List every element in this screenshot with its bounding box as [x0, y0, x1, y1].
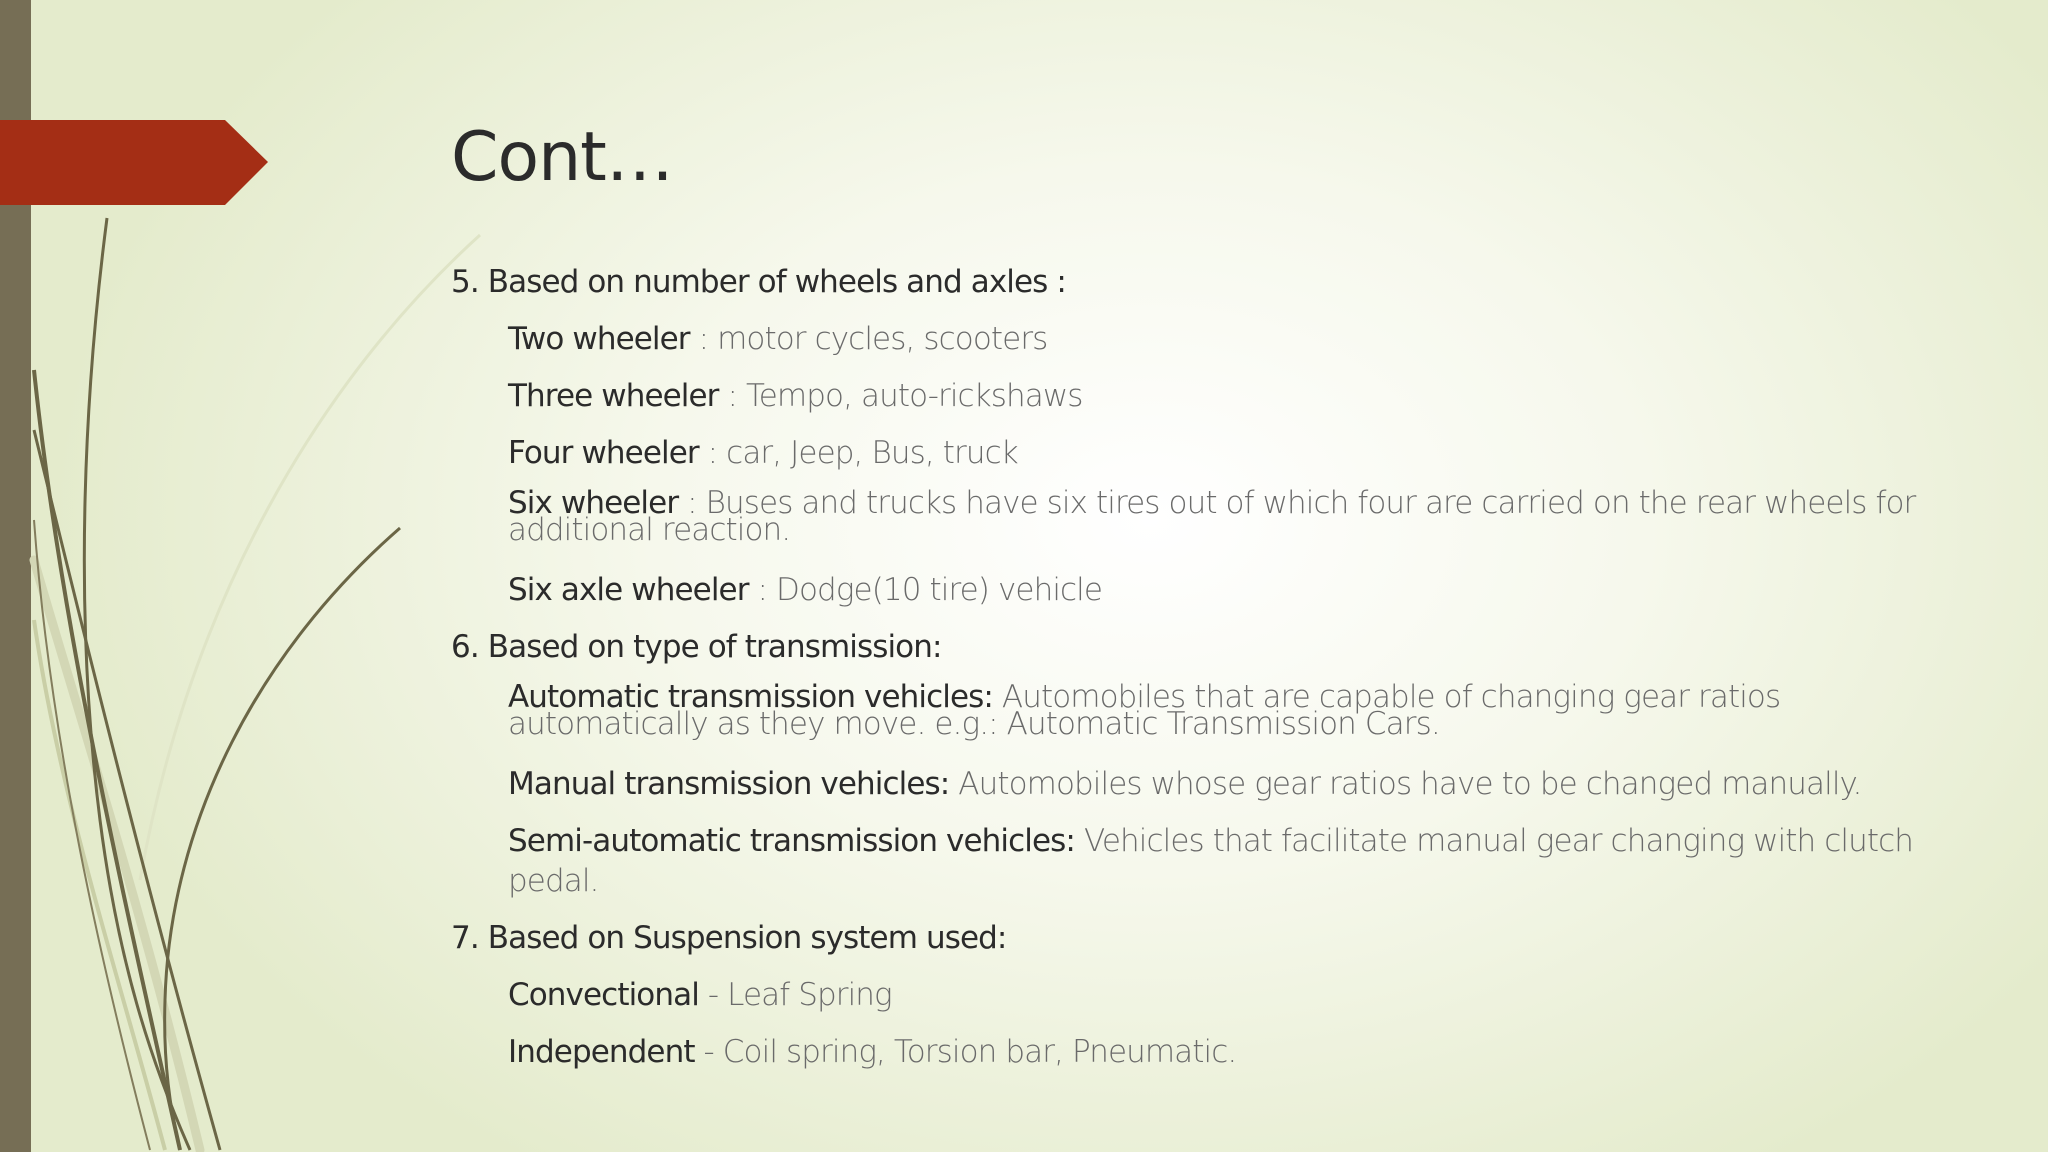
item-description: Tempo, auto-rickshaws — [745, 378, 1083, 414]
item-description: car, Jeep, Bus, truck — [726, 435, 1018, 471]
item-description: Vehicles that facilitate manual gear changing with clutch pedal. — [508, 823, 1913, 899]
list-item-two-wheeler: Two wheeler : motor cycles, scooters — [508, 321, 1048, 357]
item-description: Automobiles whose gear ratios have to be changed manually. — [958, 766, 1862, 802]
leaf-dark-4 — [165, 528, 400, 1150]
item-term: Independent — [508, 1034, 695, 1070]
item-term: Manual transmission vehicles: — [508, 766, 950, 802]
item-description: motor cycles, scooters — [717, 321, 1048, 357]
list-item-three-wheeler: Three wheeler : Tempo, auto-rickshaws — [508, 378, 1083, 414]
item-description: Leaf Spring — [727, 977, 892, 1013]
list-item-six-wheeler: Six wheeler : Buses and trucks have six tires out of which four are carried on the rear wheels for additional reaction. — [508, 485, 1916, 548]
list-item-independent: Independent - Coil spring, Torsion bar, Pneumatic. — [508, 1034, 1237, 1070]
list-item-semi-automatic-transmission — [508, 821, 1931, 901]
item-term: Six wheeler — [508, 485, 679, 521]
list-item-six-axle-wheeler: Six axle wheeler : Dodge(10 tire) vehicle — [508, 572, 1103, 608]
item-description: Coil spring, Torsion bar, Pneumatic. — [722, 1034, 1237, 1070]
list-item-manual-transmission — [508, 764, 1931, 804]
accent-arrow — [0, 120, 268, 205]
leaf-light-2 — [140, 235, 480, 880]
section-heading-suspension: 7. Based on Suspension system used: — [451, 920, 1007, 956]
list-item-convectional: Convectional - Leaf Spring — [508, 977, 892, 1013]
item-term: Convectional — [508, 977, 699, 1013]
leaf-dark-3 — [34, 430, 220, 1150]
slide-content — [451, 262, 1931, 1089]
list-item-automatic-transmission — [508, 679, 1931, 742]
item-term: Six axle wheeler — [508, 572, 749, 608]
slide-title: Cont… — [451, 118, 673, 197]
item-term: Semi-automatic transmission vehicles: — [508, 823, 1075, 859]
item-description: Automobiles that are capable of changing gear ratios automatically as they move. e.g.: Automatic Transmission Cars. — [508, 679, 1781, 742]
item-term: Three wheeler — [508, 378, 719, 414]
leaf-dark-2 — [34, 370, 180, 1150]
list-item-four-wheeler: Four wheeler : car, Jeep, Bus, truck — [508, 435, 1018, 471]
section-heading-wheels-axles: 5. Based on number of wheels and axles : — [451, 264, 1066, 300]
item-description: Dodge(10 tire) vehicle — [776, 572, 1103, 608]
item-term: Four wheeler — [508, 435, 699, 471]
item-term: Two wheeler — [508, 321, 690, 357]
leaf-dark-1 — [84, 218, 190, 1150]
item-term: Automatic transmission vehicles: — [508, 679, 993, 715]
item-description: Buses and trucks have six tires out of which four are carried on the rear wheels for additional reaction. — [508, 485, 1916, 548]
section-heading-transmission: 6. Based on type of transmission: — [451, 629, 942, 665]
